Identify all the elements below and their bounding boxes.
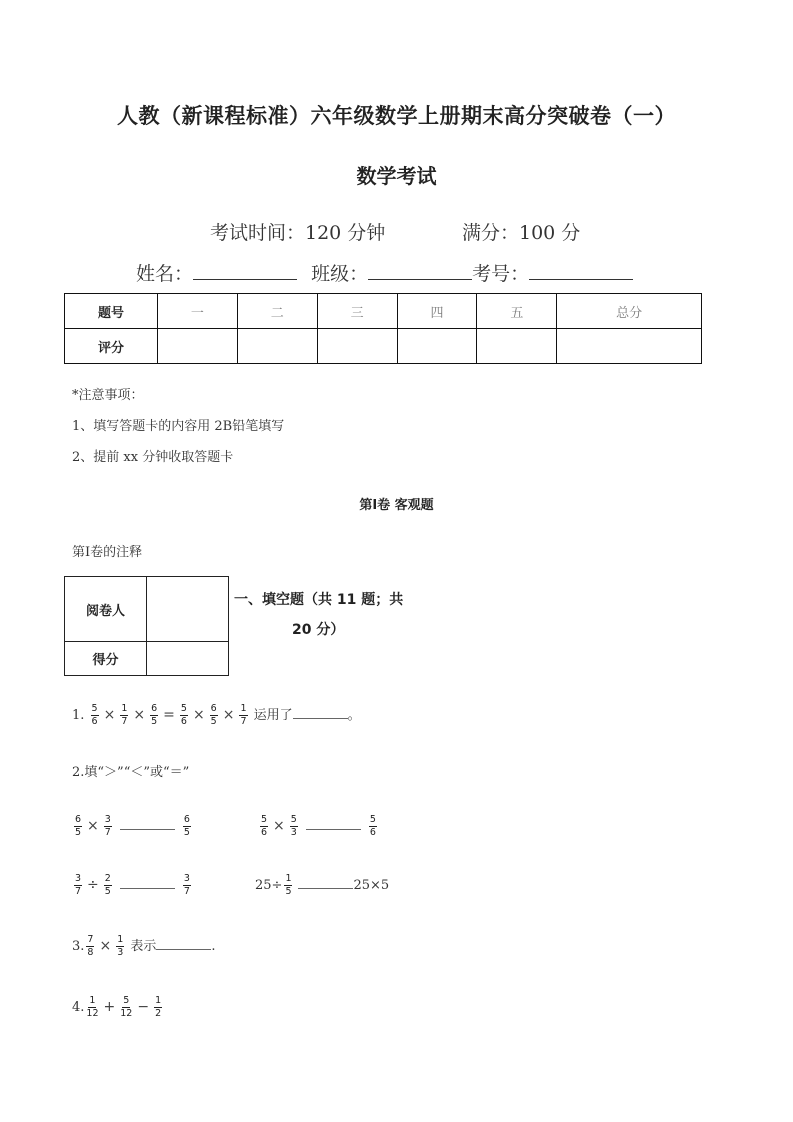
id-label: 考号： <box>472 263 530 285</box>
answer-blank[interactable] <box>120 817 175 830</box>
name-label: 姓名： <box>136 263 194 285</box>
score-cell[interactable] <box>557 329 702 364</box>
fraction: $\frac{5}{6}$ <box>91 703 98 727</box>
times-sign: × <box>133 707 146 723</box>
fraction: $\frac{1}{2}$ <box>155 995 162 1019</box>
part-heading <box>234 585 403 645</box>
fraction: $\frac{1}{5}$ <box>285 873 292 897</box>
fraction: $\frac{5}{12}$ <box>120 995 133 1019</box>
fraction: $\frac{1}{12}$ <box>86 995 99 1019</box>
exam-title: 人教（新课程标准）六年级数学上册期末高分突破卷（一） <box>117 104 676 128</box>
fraction: $\frac{6}{5}$ <box>151 703 158 727</box>
grader-cell[interactable] <box>147 577 229 642</box>
score-cell[interactable] <box>158 329 238 364</box>
fraction: $\frac{6}{5}$ <box>210 703 217 727</box>
fraction: $\frac{6}{5}$ <box>75 814 82 838</box>
score-cell[interactable] <box>237 329 317 364</box>
score-table-score-row <box>65 329 702 364</box>
question-2b <box>258 815 379 838</box>
question-number: 1. <box>72 708 85 723</box>
question-3 <box>72 935 216 958</box>
answer-blank[interactable] <box>298 876 353 889</box>
question-2d <box>255 874 389 897</box>
section-note: 第Ⅰ卷的注释 <box>72 545 143 560</box>
expression-text: 25×5 <box>353 878 390 893</box>
class-blank[interactable] <box>368 261 472 280</box>
fraction: $\frac{1}{3}$ <box>117 934 124 958</box>
score-header-cell: 二 <box>237 294 317 329</box>
punctuation: 。 <box>347 708 361 723</box>
answer-blank[interactable] <box>156 937 211 950</box>
full-score: 满分：100 分 <box>462 222 581 244</box>
fraction: $\frac{1}{7}$ <box>240 703 247 727</box>
divide-sign: ÷ <box>87 877 99 893</box>
score-cell[interactable] <box>317 329 397 364</box>
times-sign: × <box>192 707 205 723</box>
name-blank[interactable] <box>193 261 297 280</box>
fraction: $\frac{5}{6}$ <box>369 814 376 838</box>
score-label: 得分 <box>65 642 147 676</box>
note-item: 2、提前 xx 分钟收取答题卡 <box>72 450 234 465</box>
expression-text: 25÷ <box>255 878 283 893</box>
part-heading-line1: 一、填空题（共 11 题；共 <box>234 592 404 608</box>
fraction: $\frac{5}{6}$ <box>180 703 187 727</box>
id-blank[interactable] <box>529 261 633 280</box>
times-sign: × <box>222 707 235 723</box>
grader-table <box>64 576 229 676</box>
question-number: 3. <box>72 939 85 954</box>
section-title: 第Ⅰ卷 客观题 <box>359 498 434 513</box>
question-text: 表示 <box>130 939 157 954</box>
times-sign: × <box>87 818 99 834</box>
class-label: 班级： <box>311 263 369 285</box>
fraction: $\frac{2}{5}$ <box>104 873 111 897</box>
fraction: $\frac{5}{3}$ <box>290 814 297 838</box>
exam-time: 考试时间：120 分钟 <box>210 222 386 244</box>
fraction: $\frac{6}{5}$ <box>183 814 190 838</box>
times-sign: × <box>103 707 116 723</box>
score-header-cell: 题号 <box>65 294 158 329</box>
fraction: $\frac{1}{7}$ <box>121 703 128 727</box>
answer-blank[interactable] <box>120 876 175 889</box>
exam-subtitle: 数学考试 <box>356 164 437 188</box>
part-heading-line2: 20 分） <box>292 622 345 638</box>
fraction: $\frac{3}{7}$ <box>104 814 111 838</box>
score-header-cell: 一 <box>158 294 238 329</box>
question-4 <box>72 996 164 1019</box>
question-2c <box>72 874 193 897</box>
fraction: $\frac{5}{6}$ <box>261 814 268 838</box>
answer-blank[interactable] <box>306 817 361 830</box>
score-cell[interactable] <box>477 329 557 364</box>
score-header-cell: 总分 <box>557 294 702 329</box>
answer-blank[interactable] <box>293 706 348 719</box>
question-1 <box>72 704 361 727</box>
notes-heading: *注意事项： <box>72 388 144 403</box>
score-table-header-row <box>65 294 702 329</box>
times-sign: × <box>99 938 112 954</box>
student-info-row <box>136 259 633 286</box>
score-header-cell: 三 <box>317 294 397 329</box>
score-cell[interactable] <box>397 329 477 364</box>
fraction: $\frac{3}{7}$ <box>183 873 190 897</box>
grader-score-cell[interactable] <box>147 642 229 676</box>
times-sign: × <box>273 818 285 834</box>
question-text: 运用了 <box>253 708 293 723</box>
question-2a <box>72 815 193 838</box>
question-2-prompt: 2.填“＞”“＜”或“＝” <box>72 765 190 780</box>
note-item: 1、填写答题卡的内容用 2B铅笔填写 <box>72 419 285 434</box>
grader-label: 阅卷人 <box>65 577 147 642</box>
punctuation: . <box>211 939 216 954</box>
score-header-cell: 四 <box>397 294 477 329</box>
score-header-cell: 五 <box>477 294 557 329</box>
fraction: $\frac{3}{7}$ <box>75 873 82 897</box>
score-table <box>64 293 702 364</box>
fraction: $\frac{7}{8}$ <box>87 934 94 958</box>
question-number: 4. <box>72 1000 85 1015</box>
equals-sign: = <box>163 707 175 723</box>
score-row-label: 评分 <box>65 329 158 364</box>
minus-sign: − <box>137 999 150 1015</box>
plus-sign: + <box>103 999 116 1015</box>
